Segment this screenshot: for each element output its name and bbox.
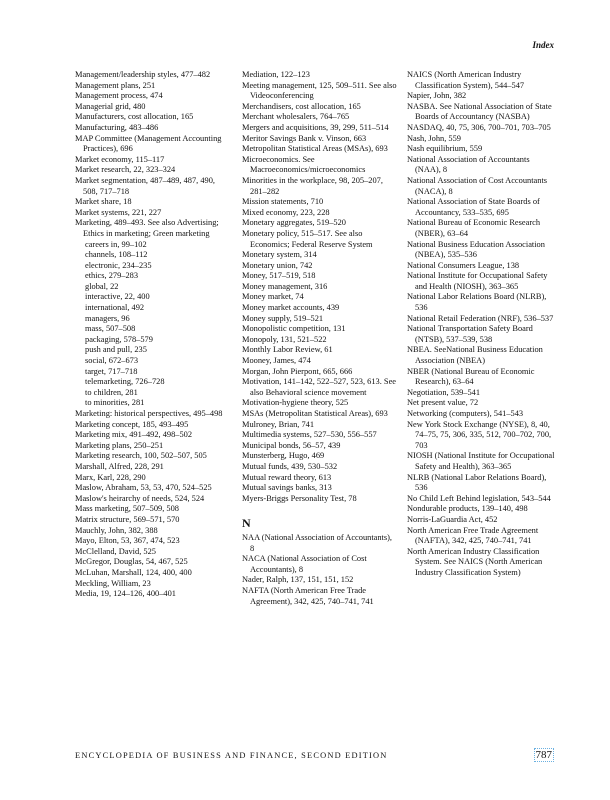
index-entry: National Institute for Occupational Safety and Health (NIOSH), 363–365 [407, 271, 548, 291]
index-entry: North American Industry Classification System. See NAICS (North American Industry Classification System) [407, 546, 543, 577]
index-entry: Multimedia systems, 527–530, 556–557 [242, 430, 377, 440]
index-entry: Management plans, 251 [75, 80, 156, 90]
index-entry: Marketing research, 100, 502–507, 505 [75, 451, 207, 461]
index-entry: NLRB (National Labor Relations Board), 536 [407, 472, 547, 493]
index-entry: Monthly Labor Review, 61 [242, 345, 333, 355]
index-entry: Networking (computers), 541–543 [407, 409, 524, 418]
index-entry: Net present value, 72 [407, 398, 479, 408]
index-entry: Norris-LaGuardia Act, 452 [407, 514, 498, 524]
index-entry: Nondurable products, 139–140, 498 [407, 504, 528, 514]
index-entry: Marketing plans, 250–251 [75, 440, 164, 450]
index-entry: Mayo, Elton, 53, 367, 474, 523 [75, 536, 180, 546]
index-entry: Monetary union, 742 [242, 260, 313, 270]
index-entry: NIOSH (National Institute for Occupational Safety and Health), 363–365 [407, 451, 555, 471]
index-entry: Meritor Savings Bank v. Vinson, 663 [242, 133, 367, 143]
index-entry: National Business Education Association (NBEA), 535–536 [407, 239, 545, 260]
index-entry: Motivation, 141–142, 522–527, 523, 613. See also Behavioral science movement [242, 377, 397, 397]
index-entry: Manufacturing, 483–486 [75, 122, 159, 132]
index-entry: McClelland, David, 525 [75, 546, 156, 556]
index-entry: National Association of Cost Accountants (NACA), 8 [407, 175, 548, 196]
index-entry: Monetary policy, 515–517. See also Economics; Federal Reserve System [242, 228, 373, 249]
index-subentry: global, 22 [85, 281, 119, 291]
index-entry: Monetary system, 314 [242, 250, 317, 260]
index-entry: National Retail Federation (NRF), 536–537 [407, 313, 554, 323]
index-entry: Money management, 316 [242, 281, 328, 291]
index-subentry: target, 717–718 [85, 366, 138, 376]
index-subentry: managers, 96 [85, 313, 130, 323]
letter-heading: N [242, 516, 251, 531]
index-entry: NAFTA (North American Free Trade Agreement), 342, 425, 740–741, 741 [242, 585, 374, 606]
index-subentry: careers in, 99–102 [85, 239, 147, 249]
index-entry: Mutual funds, 439, 530–532 [242, 461, 338, 471]
index-subentry: mass, 507–508 [85, 324, 136, 334]
index-entry: NASDAQ, 40, 75, 306, 700–701, 703–705 [407, 122, 551, 132]
index-entry: Minorities in the workplace, 98, 205–207, 281–282 [242, 175, 383, 196]
index-entry: Market research, 22, 323–324 [75, 165, 176, 175]
index-entry: Mass marketing, 507–509, 508 [75, 504, 179, 514]
index-entry: No Child Left Behind legislation, 543–544 [407, 493, 551, 503]
index-entry: National Transportation Safety Board (NTSB), 537–539, 538 [407, 324, 533, 344]
index-entry: Meeting management, 125, 509–511. See also Videoconferencing [242, 80, 397, 101]
index-entry: Maslow's heirarchy of needs, 524, 524 [75, 493, 205, 503]
index-entry: Nader, Ralph, 137, 151, 151, 152 [242, 575, 354, 585]
index-entry: Management/leadership styles, 477–482 [75, 70, 211, 79]
index-entry: Mutual reward theory, 613 [242, 472, 332, 482]
index-entry: New York Stock Exchange (NYSE), 8, 40, 74–75, 75, 306, 335, 512, 700–702, 700, 703 [407, 419, 552, 450]
index-entry: Napier, John, 382 [407, 91, 467, 101]
index-entry: Money market, 74 [242, 292, 304, 302]
running-head: Index [532, 40, 554, 50]
index-entry: Merchandisers, cost allocation, 165 [242, 101, 361, 111]
index-entry: Market systems, 221, 227 [75, 207, 162, 217]
index-entry: Negotiation, 539–541 [407, 387, 481, 397]
index-subentry: ethics, 279–283 [85, 271, 139, 281]
index-entry: Morgan, John Pierpont, 665, 666 [242, 366, 353, 376]
index-entry: Meckling, William, 23 [75, 578, 151, 588]
index-entry: Nash equilibrium, 559 [407, 144, 483, 154]
index-entry: NAICS (North American Industry Classification System), 544–547 [407, 70, 525, 90]
index-entry: NASBA. See National Association of State Boards of Accountancy (NASBA) [407, 101, 552, 122]
index-entry: National Association of State Boards of Accountancy, 533–535, 695 [407, 197, 540, 217]
index-subentry: social, 672–673 [85, 356, 139, 366]
index-entry: Municipal bonds, 56–57, 439 [242, 440, 341, 450]
index-entry: National Association of Accountants (NAA), 8 [407, 154, 530, 175]
index-entry: Market segmentation, 487–489, 487, 490, 508, 717–718 [75, 175, 216, 196]
index-entry: Mutual savings banks, 313 [242, 483, 332, 493]
index-subentry: electronic, 234–235 [85, 260, 152, 270]
index-entry: Marketing, 489–493. See also Advertising; Ethics in marketing; Green marketing [75, 218, 219, 238]
index-entry: Matrix structure, 569–571, 570 [75, 514, 180, 524]
index-entry: Monetary aggregates, 519–520 [242, 218, 346, 228]
index-entry: Mixed economy, 223, 228 [242, 207, 330, 217]
index-entry: McGregor, Douglas, 54, 467, 525 [75, 557, 188, 567]
index-entry: NBEA. SeeNational Business Education Association (NBEA) [407, 345, 543, 366]
index-entry: Maslow, Abraham, 53, 53, 470, 524–525 [75, 483, 212, 493]
index-subentry: push and pull, 235 [85, 345, 147, 355]
index-subentry: international, 492 [85, 303, 145, 313]
index-entry: Monopoly, 131, 521–522 [242, 334, 327, 344]
index-entry: Market economy, 115–117 [75, 154, 165, 164]
page-number[interactable]: 787 [535, 749, 552, 761]
index-entry: NBER (National Bureau of Economic Research), 63–64 [407, 366, 535, 387]
index-entry: Money, 517–519, 518 [242, 271, 316, 281]
index-column-3 [407, 70, 557, 579]
index-entry: Money market accounts, 439 [242, 303, 340, 313]
index-entry: NAA (National Association of Accountants), 8 [242, 532, 393, 553]
index-entry: Myers-Briggs Personality Test, 78 [242, 493, 357, 503]
index-column-2 [242, 70, 397, 607]
index-subentry: packaging, 578–579 [85, 334, 153, 344]
index-entry: Manufacturers, cost allocation, 165 [75, 112, 194, 122]
index-entry: Mission statements, 710 [242, 197, 324, 207]
index-subentry: to children, 281 [85, 387, 138, 397]
index-subentry: channels, 108–112 [85, 250, 148, 260]
index-entry: MAP Committee (Management Accounting Practices), 696 [75, 133, 222, 154]
index-entry: Management process, 474 [75, 91, 163, 101]
index-entry: Mooney, James, 474 [242, 356, 311, 366]
index-entry: Mulroney, Brian, 741 [242, 419, 315, 429]
index-subentry: to minorities, 281 [85, 398, 145, 408]
index-entry: Motivation-hygiene theory, 525 [242, 398, 349, 408]
index-entry: National Labor Relations Board (NLRB), 536 [407, 292, 547, 313]
index-subentry: telemarketing, 726–728 [85, 377, 165, 387]
index-entry: Merchant wholesalers, 764–765 [242, 112, 350, 122]
index-column-1 [75, 70, 227, 600]
index-entry: National Bureau of Economic Research (NBER), 63–64 [407, 218, 541, 238]
index-entry: Marketing mix, 491–492, 498–502 [75, 430, 193, 440]
index-entry: McLuhan, Marshall, 124, 400, 400 [75, 567, 192, 577]
index-subentry: interactive, 22, 400 [85, 292, 150, 302]
index-entry: Marketing concept, 185, 493–495 [75, 419, 189, 429]
index-entry: Mediation, 122–123 [242, 70, 310, 79]
index-entry: Marshall, Alfred, 228, 291 [75, 461, 164, 471]
index-entry: North American Free Trade Agreement (NAFTA), 342, 425, 740–741, 741 [407, 525, 539, 546]
index-entry: Money supply, 519–521 [242, 313, 324, 323]
index-entry: Metropolitan Statistical Areas (MSAs), 693 [242, 144, 388, 154]
index-entry: Managerial grid, 480 [75, 101, 146, 111]
index-entry: Marketing: historical perspectives, 495–498 [75, 409, 223, 418]
index-entry: Marx, Karl, 228, 290 [75, 472, 146, 482]
index-entry: Microeconomics. See Macroeconomics/microeconomics [242, 154, 366, 175]
index-entry: Nash, John, 559 [407, 133, 461, 143]
index-entry: NACA (National Association of Cost Accountants), 8 [242, 554, 367, 574]
index-entry: Monopolistic competition, 131 [242, 324, 346, 334]
index-entry: Media, 19, 124–126, 400–401 [75, 589, 176, 599]
index-entry: Market share, 18 [75, 197, 132, 207]
index-entry: Munsterberg, Hugo, 469 [242, 451, 325, 461]
index-entry: Mauchly, John, 382, 388 [75, 525, 158, 535]
footer-title: ENCYCLOPEDIA OF BUSINESS AND FINANCE, SECOND EDITION [75, 751, 388, 760]
index-entry: National Consumers League, 138 [407, 260, 520, 270]
index-entry: Mergers and acquisitions, 39, 299, 511–514 [242, 122, 389, 132]
index-entry: MSAs (Metropolitan Statistical Areas), 693 [242, 409, 388, 418]
